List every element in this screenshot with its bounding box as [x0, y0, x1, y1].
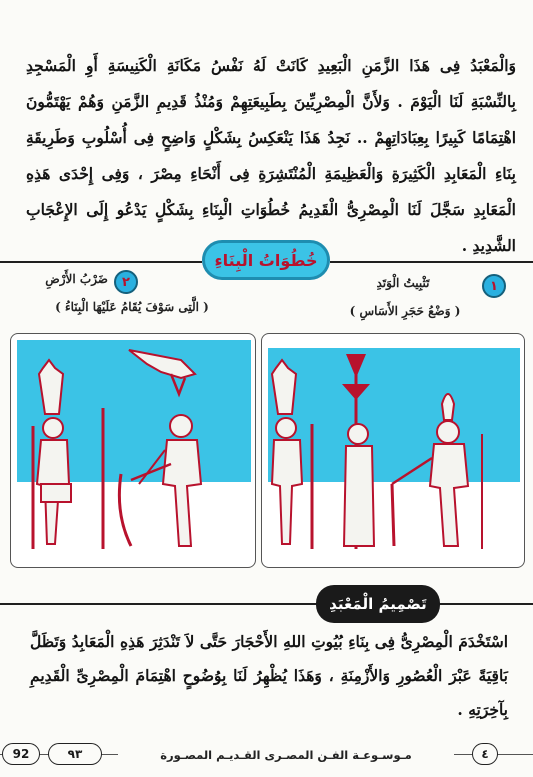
hoe-icon	[119, 474, 131, 546]
step-2-subtitle: ( الَّتِى سَوْفَ يُقَامُ عَلَيْهَا الْبِنَاءُ )	[55, 300, 209, 314]
design-paragraph: اسْتَخْدَمَ الْمِصْرِىُّ فِى بِنَاءِ بُيُوتِ اللهِ الأَحْجَارَ حَتَّى لاَ تَنْدَثِرَ هَذِهِ الْمَعَابِدُ وَتَظَلَّ بَاقِيَةً عَبْرَ الْعُصُورِ وَالأَزْمِنَةِ ، وَهَذَا يُظْهِرُ لَنَا بِوُضُوحٍ اهْتِمَامَ الْمِصْرِىِّ الْقَدِيمِ بِآخِرَتِهِ .	[30, 632, 508, 719]
worker-figure	[163, 440, 201, 546]
pharaoh-figure	[430, 444, 468, 546]
illustration-striking-ground	[10, 333, 256, 568]
relief-scene-2	[11, 334, 256, 568]
construction-steps-banner: خُطُوَاتُ الْبِنَاءِ	[202, 240, 330, 280]
step-2-number: ٢	[114, 270, 138, 294]
step-1-subtitle: ( وَضْعُ حَجَرِ الأَسَاسِ )	[349, 304, 461, 318]
page-footer	[0, 742, 533, 777]
goddess-figure	[344, 446, 374, 546]
step-1-number: ١	[482, 274, 506, 298]
step-2-title: ضَرْبُ الأَرْضِ	[45, 272, 108, 286]
page-number-left: 92	[2, 743, 40, 765]
banner-rule-left	[0, 261, 202, 263]
page-number-mid: ٩٣	[48, 743, 102, 765]
white-crown-icon	[442, 394, 454, 420]
relief-scene-1	[262, 334, 525, 568]
design-rule-left	[0, 603, 316, 605]
series-title: مـوسـوعـة الفـن المصـرى القـديـم المصـورة	[118, 748, 454, 762]
king-figure	[272, 440, 302, 544]
design-rule-right	[440, 603, 533, 605]
intro-paragraph: وَالْمَعْبَدُ فِى هَذَا الزَّمَنِ الْبَعِيدِ كَانَتْ لَهُ نَفْسُ مَكَانَةِ الْكَنِيسَةِ أَوِ الْمَسْجِدِ بِالنِّسْبَةِ لَنَا الْيَوْمَ . وَلأَنَّ الْمِصْرِيِّينَ بِطَبِيعَتِهِمْ وَمُنْذُ قَدِيمِ الزَّمَنِ وَهُمْ يَهْتَمُّونَ اهْتِمَامًا كَبِيرًا بِعِبَادَاتِهِمْ .. نَجِدُ هَذَا يَنْعَكِسُ بِشَكْلٍ وَاضِحٍ فِى أُسْلُوبِ وَطَرِيقَةِ بِنَاءِ الْمَعَابِدِ الْكَثِيرَةِ وَالْعَظِيمَةِ الْمُنْتَشِرَةِ فِى أَنْحَاءِ مِصْرَ ، وَفِى إِحْدَى هَذِهِ الْمَعَابِدِ سَجَّلَ لَنَا الْمِصْرِىُّ الْقَدِيمُ خُطُوَاتِ الْبِنَاءِ بِشَكْلٍ يَدْعُو إِلَى الإِعْجَابِ الشَّدِيدِ .	[26, 56, 516, 255]
temple-design-banner: تَصْمِيمُ الْمَعْبَدِ	[316, 585, 440, 623]
banner-rule-right	[330, 261, 533, 263]
illustration-fixing-stake	[261, 333, 525, 568]
stake-icon	[392, 484, 394, 546]
volume-badge: ٤	[472, 743, 498, 765]
step-1-title: تَثْبِيتُ الْوَتَدِ	[376, 276, 430, 290]
